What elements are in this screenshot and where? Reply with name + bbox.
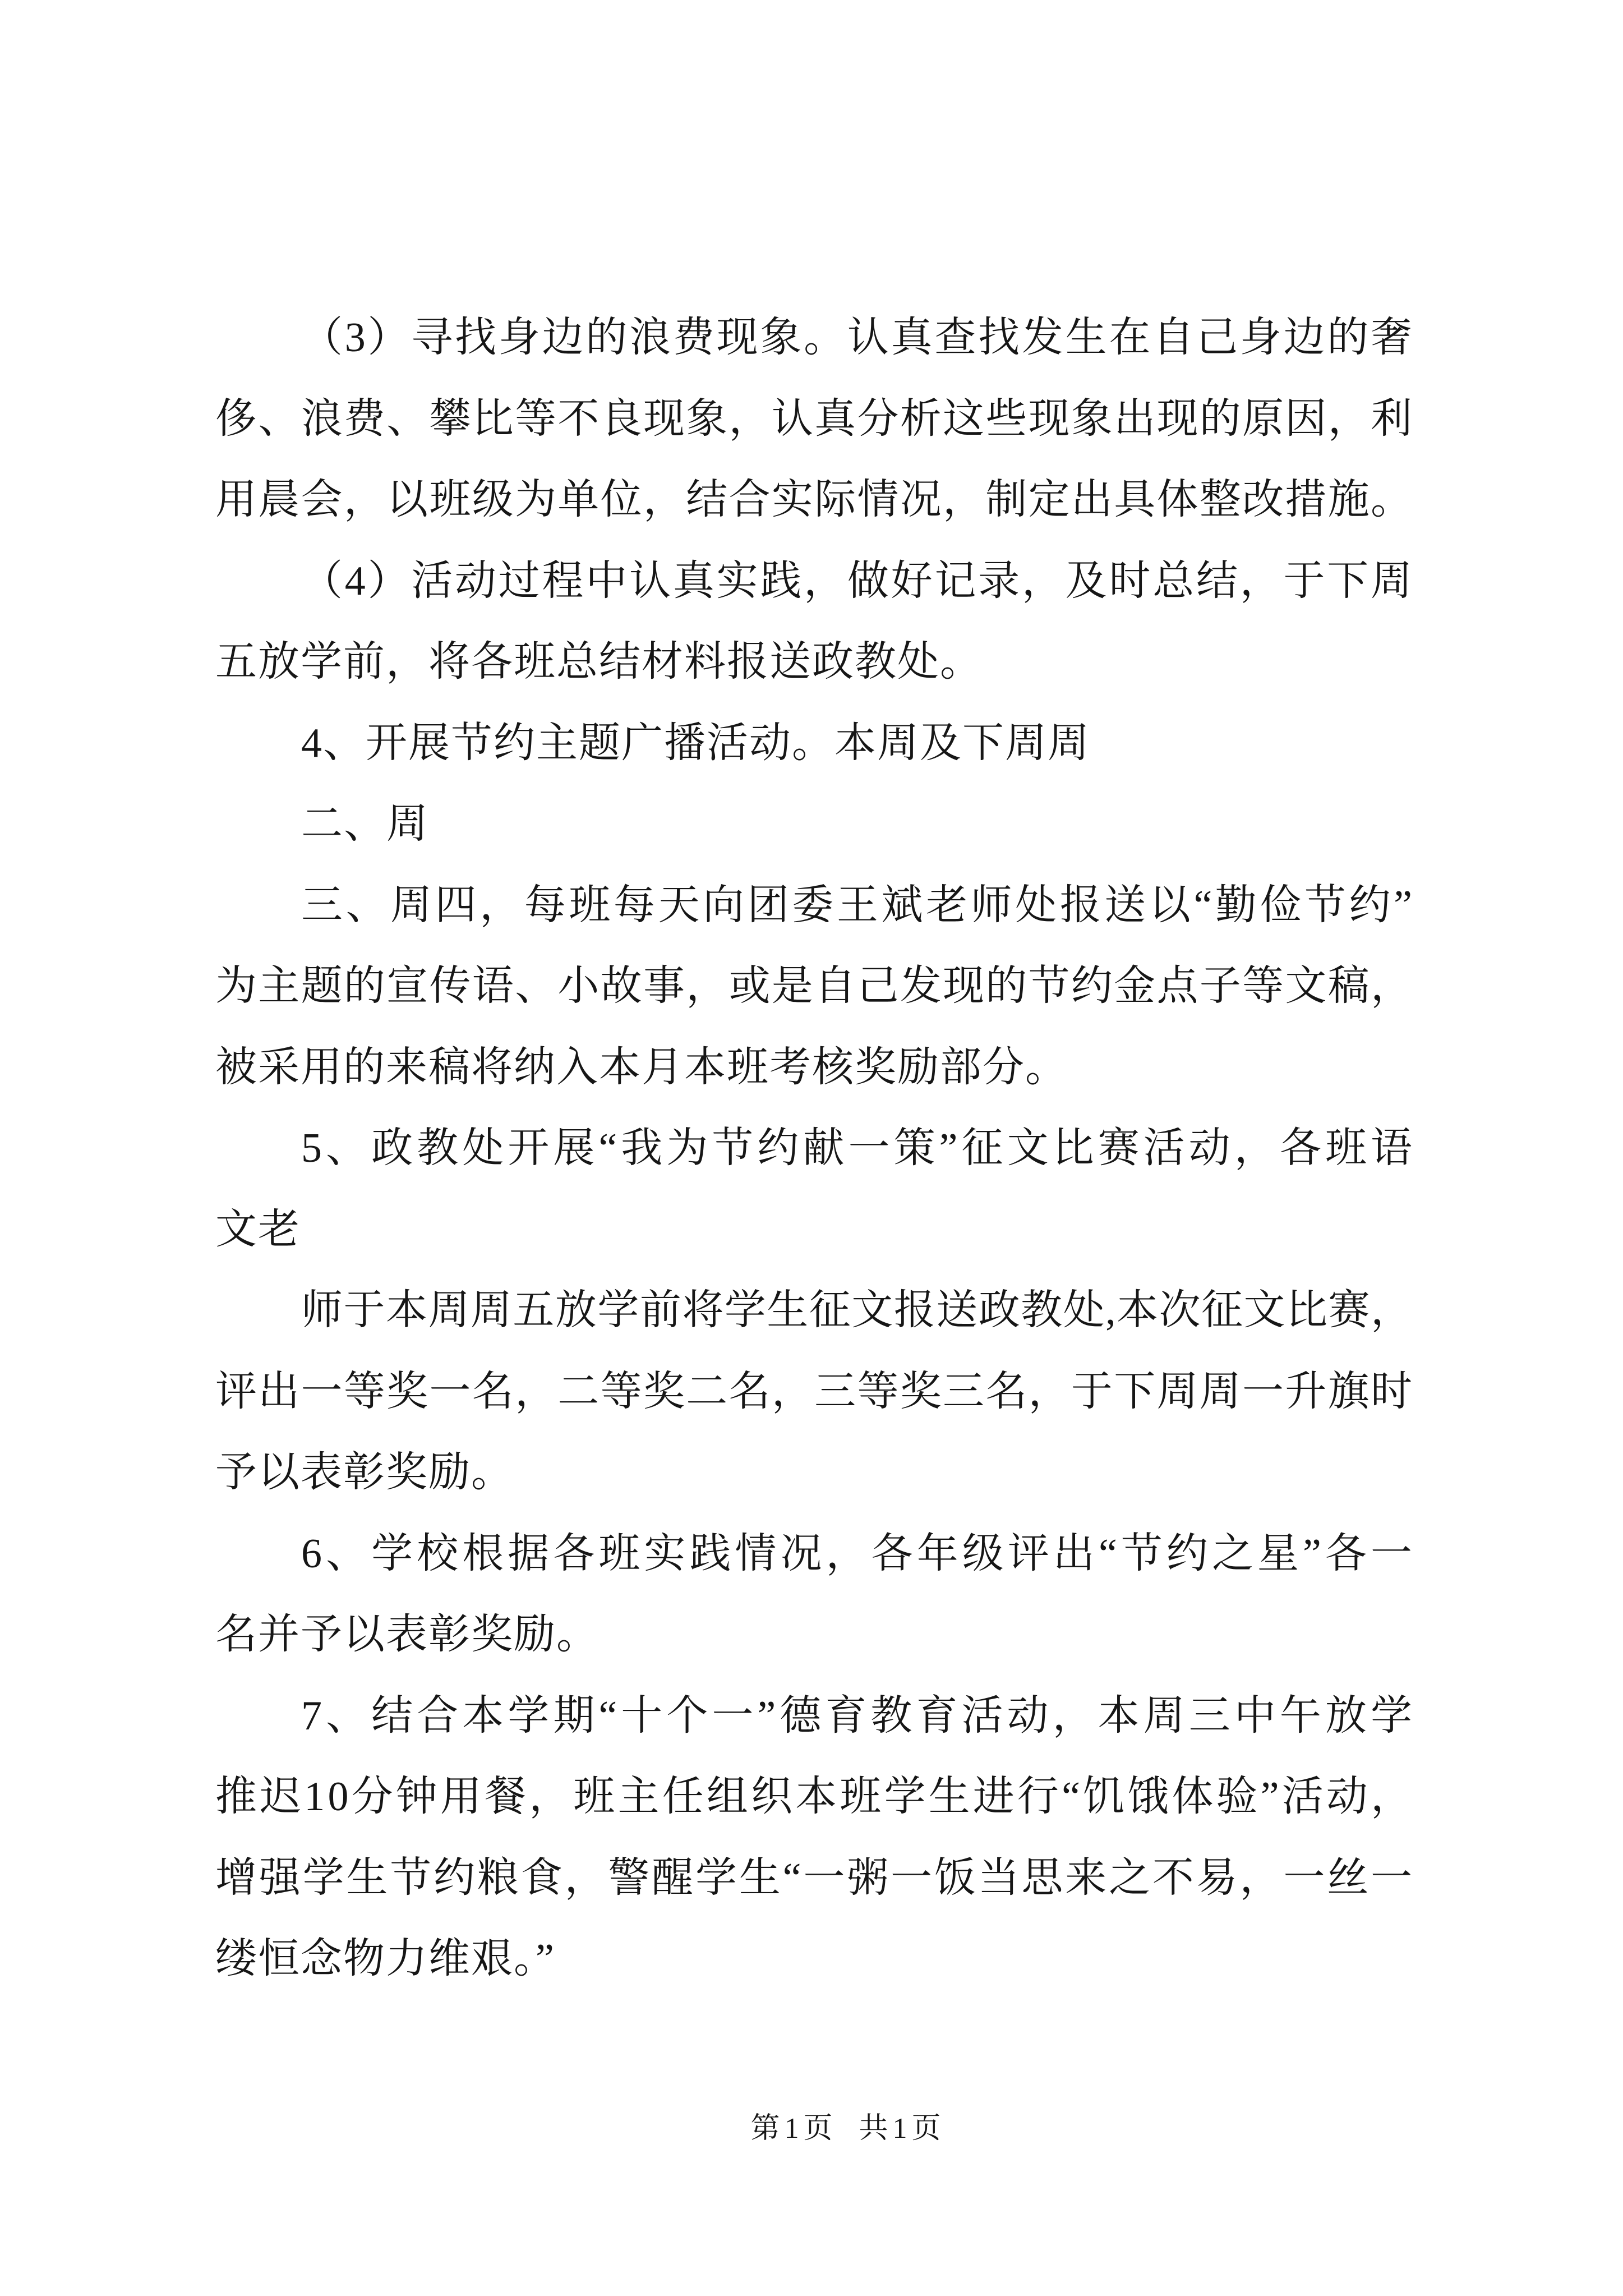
text-line: 名并予以表彰奖励。 — [215, 1612, 599, 1658]
text-line: 5、政教处开展“我为节约献一策”征文比赛活动，各班语 — [301, 1125, 1417, 1171]
text-line: 予以表彰奖励。 — [215, 1450, 514, 1496]
text-line: （3）寻找身边的浪费现象。认真查找发生在自己身边的奢 — [301, 315, 1414, 361]
page-number-label: 第1页 共1页 — [750, 2113, 946, 2145]
page-footer — [750, 2110, 945, 2147]
text-line: 4、开展节约主题广播活动。本周及下周周 — [301, 720, 1090, 766]
text-line: 文老 — [215, 1206, 301, 1253]
text-line: 6、学校根据各班实践情况，各年级评出“节约之星”各一 — [301, 1530, 1417, 1577]
paragraph-broadcast-activity — [215, 703, 1412, 784]
text-line: 用晨会，以班级为单位，结合实际情况，制定出具体整改措施。 — [215, 477, 1414, 523]
text-line: 三、周四，每班每天向团委王斌老师处报送以“勤俭节约” — [301, 882, 1415, 928]
text-line: （4）活动过程中认真实践，做好记录，及时总结，于下周 — [301, 558, 1414, 604]
paragraph-hunger-experience — [215, 1676, 1417, 2000]
paragraph-item-4 — [215, 541, 1412, 703]
text-line: 为主题的宣传语、小故事，或是自己发现的节约金点子等文稿， — [215, 963, 1414, 1009]
text-line: 五放学前，将各班总结材料报送政教处。 — [215, 639, 983, 685]
text-line: 推迟10分钟用餐，班主任组织本班学生进行“饥饿体验”活动， — [215, 1774, 1415, 1820]
paragraph-essay-contest — [215, 1108, 1417, 1270]
text-line: 评出一等奖一名，二等奖二名，三等奖三名，于下周周一升旗时 — [215, 1368, 1414, 1415]
paragraph-thrift-star — [215, 1513, 1417, 1676]
paragraph-item-3 — [215, 297, 1412, 541]
document-body — [215, 297, 1417, 2000]
text-line: 被采用的来稿将纳入本月本班考核奖励部分。 — [215, 1044, 1068, 1091]
text-line: 侈、浪费、攀比等不良现象，认真分析这些现象出现的原因，利 — [215, 395, 1414, 442]
paragraph-submission-note — [215, 865, 1415, 1108]
paragraph-schedule-fragment — [215, 784, 1412, 865]
text-line: 7、结合本学期“十个一”德育教育活动，本周三中午放学 — [301, 1692, 1417, 1739]
text-line: 增强学生节约粮食，警醒学生“一粥一饭当思来之不易，一丝一 — [215, 1855, 1414, 1901]
text-line: 缕恒念物力维艰。” — [215, 1936, 555, 1982]
paragraph-essay-contest-details — [215, 1270, 1412, 1513]
text-line: 师于本周周五放学前将学生征文报送政教处,本次征文比赛， — [301, 1287, 1413, 1333]
text-line: 二、周 — [301, 801, 429, 847]
